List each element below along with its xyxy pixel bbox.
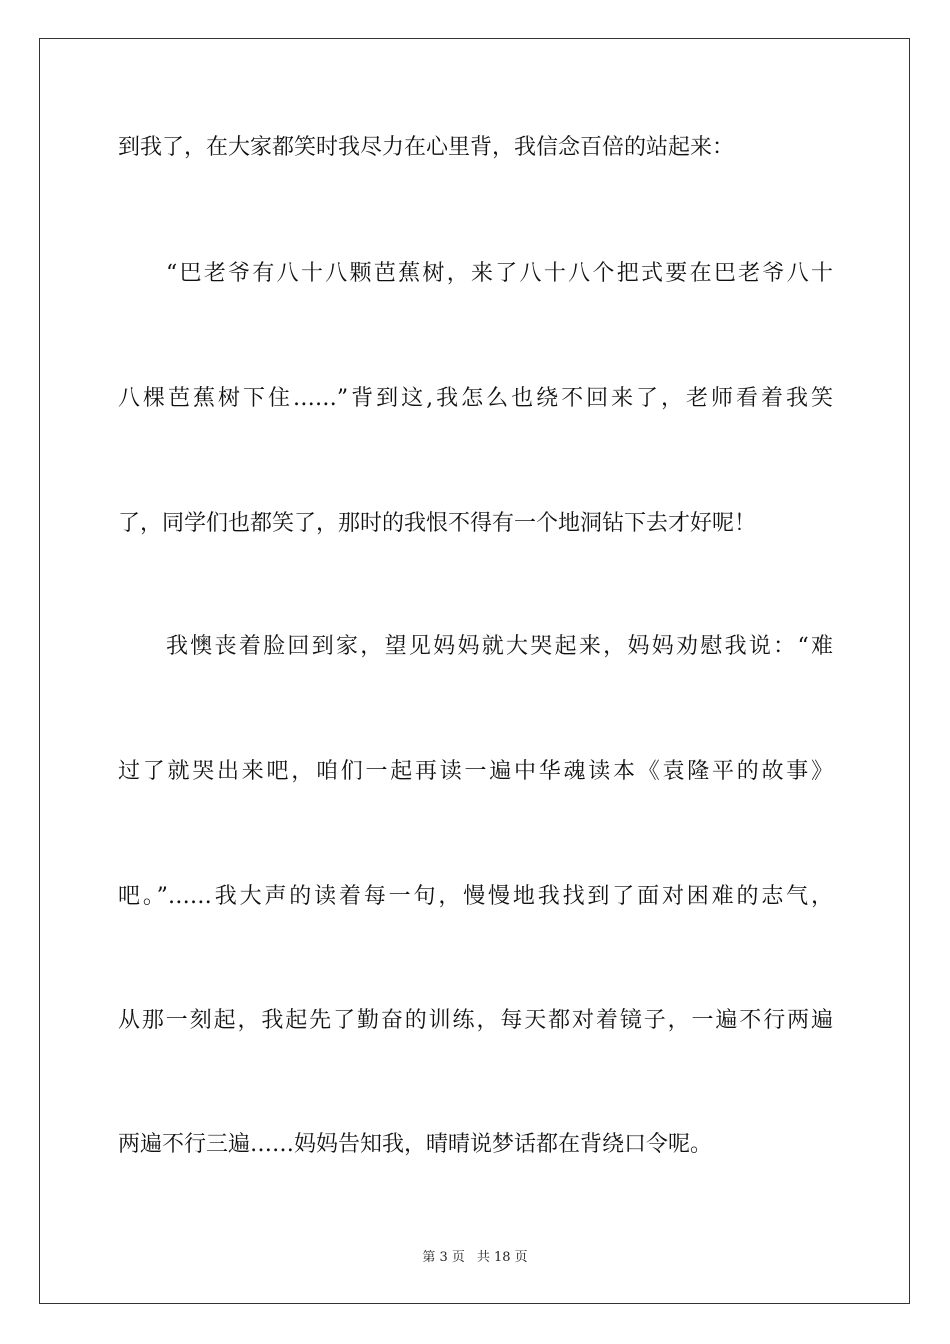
text-line-7: 吧。”……我大声的读着每一句，慢慢地我找到了面对困难的志气， [118, 884, 833, 909]
text-line-6: 过了就哭出来吧，咱们一起再读一遍中华魂读本《袁隆平的故事》 [118, 759, 833, 784]
text-line-8: 从那一刻起，我起先了勤奋的训练，每天都对着镜子，一遍不行两遍 [118, 1008, 833, 1033]
text-line-2: “巴老爷有八十八颗芭蕉树，来了八十八个把式要在巴老爷八十 [166, 261, 833, 286]
page-footer [0, 1246, 950, 1265]
text-line-5: 我懊丧着脸回到家，望见妈妈就大哭起来，妈妈劝慰我说：“难 [166, 634, 833, 659]
text-line-3: 八棵芭蕉树下住……”背到这,我怎么也绕不回来了，老师看着我笑 [118, 386, 833, 411]
text-line-4: 了，同学们也都笑了，那时的我恨不得有一个地洞钻下去才好呢！ [118, 511, 757, 536]
page-number: 第 3 页 [422, 1250, 465, 1265]
page-border [39, 38, 910, 1304]
text-line-1: 到我了，在大家都笑时我尽力在心里背，我信念百倍的站起来： [118, 135, 735, 160]
text-line-9: 两遍不行三遍……妈妈告知我，晴晴说梦话都在背绕口令呢。 [118, 1132, 713, 1157]
total-pages: 共 18 页 [476, 1250, 528, 1265]
